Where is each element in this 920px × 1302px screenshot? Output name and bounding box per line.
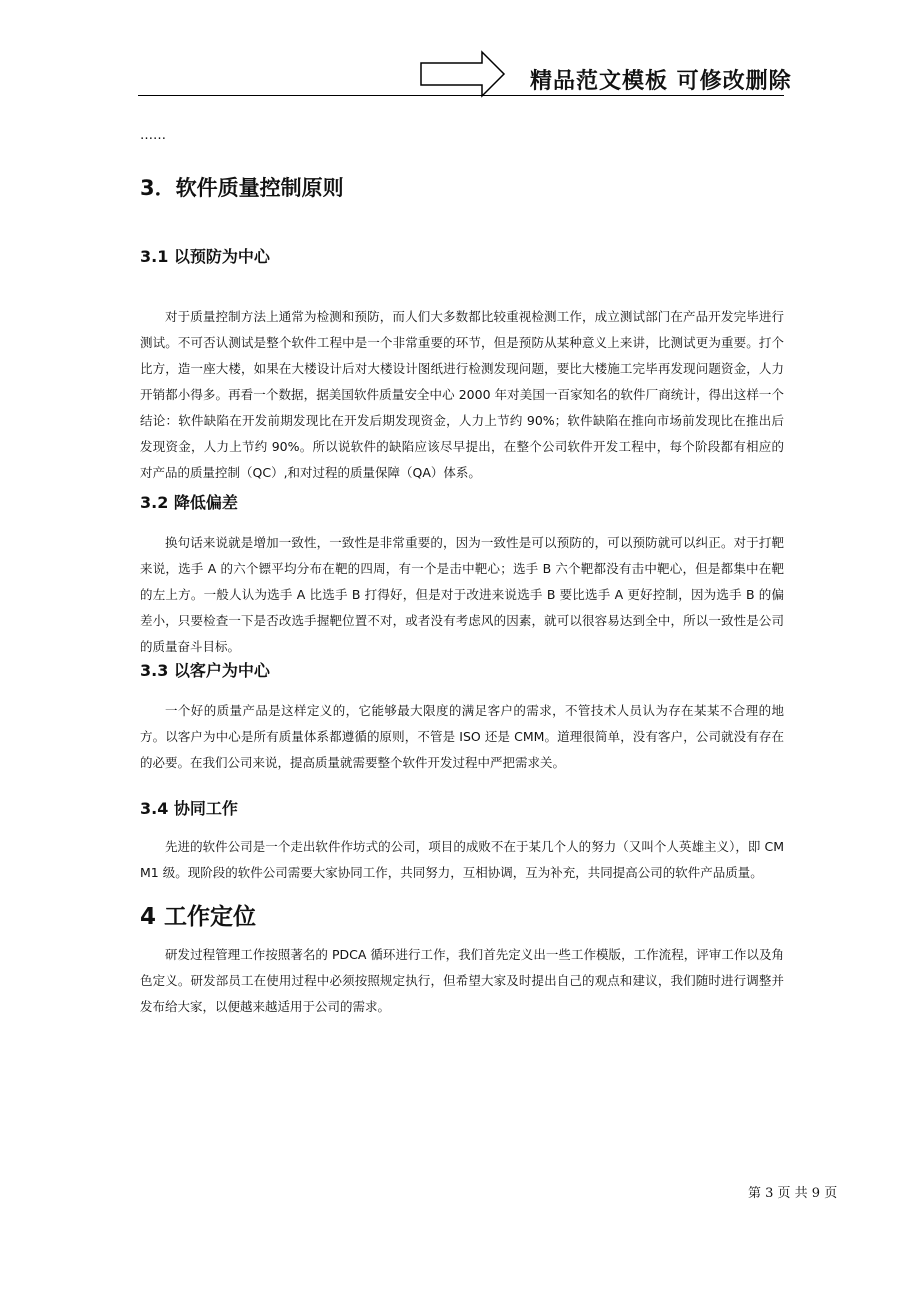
subsection-heading-3-3: 3.3 以客户为中心 xyxy=(140,661,270,680)
paragraph-3-4: 先进的软件公司是一个走出软件作坊式的公司，项目的成败不在于某几个人的努力（又叫个人英雄主义），即 CMM1 级。现阶段的软件公司需要大家协同工作，共同努力，互相协调，互为补充，共同提高公司的软件产品质量。 xyxy=(140,839,784,880)
page-number: 第 3 页 共 9 页 xyxy=(748,1186,838,1201)
arrow-right-icon xyxy=(420,50,506,98)
subsection-heading-3-4: 3.4 协同工作 xyxy=(140,799,238,818)
paragraph-3-1: 对于质量控制方法上通常为检测和预防，而人们大多数都比较重视检测工作，成立测试部门在产品开发完毕进行测试。不可否认测试是整个软件工程中是一个非常重要的环节，但是预防从某种意义上来讲，比测试更为重要。打个比方，造一座大楼，如果在大楼设计后对大楼设计图纸进行检测发现问题，要比大楼施工完毕再发现问题资金，人力开销都小得多。再看一个数据，据美国软件质量安全中心 2000 年对美国一百家知名的软件厂商统计，得出这样一个结论：软件缺陷在开发前期发现比在开发后期发现资金，人力上节约 90%；软件缺陷在推向市场前发现比在推出后发现资金，人力上节约 90%。所以说软件的缺陷应该尽早提出，在整个公司软件开发工程中，每个阶段都有相应的对产品的质量控制（QC）,和对过程的质量保障（QA）体系。 xyxy=(140,309,784,480)
section-heading-4: 4 工作定位 xyxy=(140,904,257,930)
subsection-heading-3-1: 3.1 以预防为中心 xyxy=(140,247,270,266)
paragraph-3-2: 换句话来说就是增加一致性，一致性是非常重要的，因为一致性是可以预防的，可以预防就可以纠正。对于打靶来说，选手 A 的六个镖平均分布在靶的四周，有一个是击中靶心；选手 B 六个靶都没有击中靶心，但是都集中在靶的左上方。一般人认为选手 A 比选手 B 打得好，但是对于改进来说选手 B 要比选手 A 更好控制，因为选手 B 的偏差小，只要检查一下是否改选手握靶位置不对，或者没有考虑风的因素，就可以很容易达到全中，所以一致性是公司的质量奋斗目标。 xyxy=(140,535,784,654)
subsection-heading-3-2: 3.2 降低偏差 xyxy=(140,493,238,512)
paragraph-4: 研发过程管理工作按照著名的 PDCA 循环进行工作，我们首先定义出一些工作模版，工作流程，评审工作以及角色定义。研发部员工在使用过程中必须按照规定执行，但希望大家及时提出自己的观点和建议，我们随时进行调整并发布给大家，以便越来越适用于公司的需求。 xyxy=(140,947,784,1014)
section-heading-3: 3．软件质量控制原则 xyxy=(140,176,344,200)
header-title: 精品范文模板 可修改删除 xyxy=(530,69,792,94)
ellipsis-text: …… xyxy=(140,128,166,143)
header-divider xyxy=(138,95,784,96)
paragraph-3-3: 一个好的质量产品是这样定义的，它能够最大限度的满足客户的需求，不管技术人员认为存在某某不合理的地方。以客户为中心是所有质量体系都遵循的原则，不管是 ISO 还是 CMM。道理很简单，没有客户，公司就没有存在的必要。在我们公司来说，提高质量就需要整个软件开发过程中严把需求关。 xyxy=(140,703,784,770)
